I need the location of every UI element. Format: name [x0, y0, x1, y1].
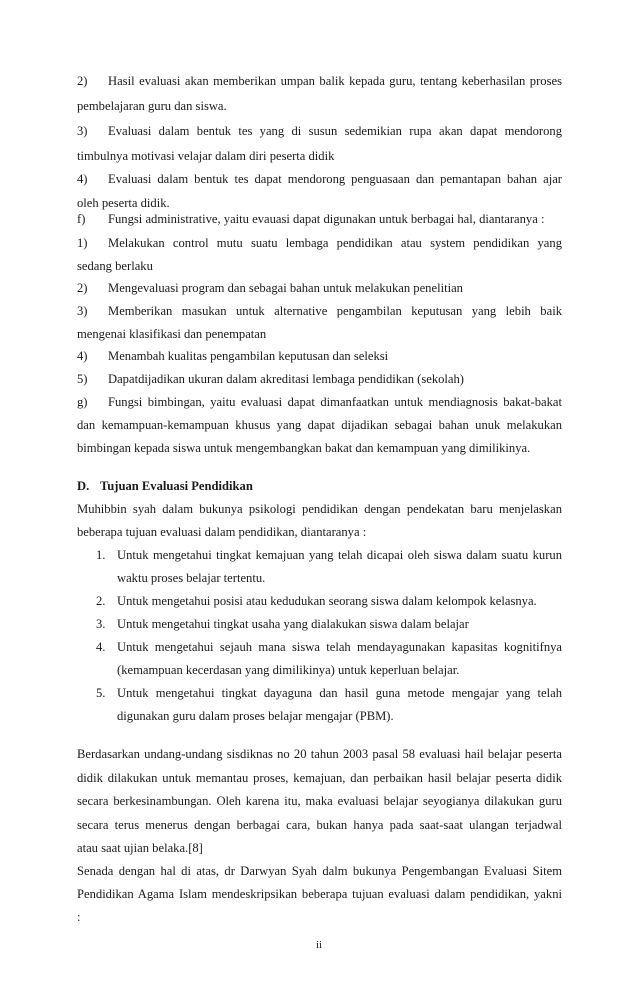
- list-number: 1): [77, 236, 88, 250]
- paragraph-line: beberapa tujuan evaluasi dalam pendidikan, diantaranya :: [77, 525, 367, 539]
- ordered-list-continuation: waktu proses belajar tertentu.: [117, 571, 266, 585]
- list-item-text: Memberikan masukan untuk alternative pengambilan keputusan yang lebih baik: [108, 304, 562, 318]
- ordered-list-number: 5.: [96, 686, 106, 700]
- ordered-list-number: 3.: [96, 617, 106, 631]
- paragraph-line: atau saat ujian belaka.[8]: [77, 841, 203, 855]
- list-letter: f): [77, 212, 86, 226]
- paragraph-line: secara terus menerus dengan berbagai cara, bukan hanya pada saat-saat ulangan terjadwal: [77, 818, 562, 832]
- ordered-list-text: Untuk mengetahui tingkat kemajuan yang telah dicapai oleh siswa dalam suatu kurun: [117, 548, 562, 562]
- list-item-text: Mengevaluasi program dan sebagai bahan untuk melakukan penelitian: [108, 281, 463, 295]
- ordered-list-number: 2.: [96, 594, 106, 608]
- list-item-text: Evaluasi dalam bentuk tes yang di susun sedemikian rupa akan dapat mendorong: [108, 124, 562, 138]
- ordered-list-text: Untuk mengetahui sejauh mana siswa telah mendayagunakan kapasitas kognitifnya: [117, 640, 562, 654]
- paragraph-line: Pendidikan Agama Islam mendeskripsikan beberapa tujuan evaluasi dalam pendidikan, yakni: [77, 887, 562, 901]
- ordered-list-continuation: (kemampuan kecerdasan yang dimilikinya) untuk keperluan belajar.: [117, 663, 460, 677]
- list-item-continuation: mengenai klasifikasi dan penempatan: [77, 327, 267, 341]
- ordered-list-continuation: digunakan guru dalam proses belajar mengajar (PBM).: [117, 709, 394, 723]
- list-number: 2): [77, 281, 88, 295]
- list-item-continuation: pembelajaran guru dan siswa.: [77, 99, 227, 113]
- paragraph-line: :: [77, 910, 81, 924]
- list-letter: g): [77, 395, 88, 409]
- list-number: 5): [77, 372, 88, 386]
- list-number: 4): [77, 349, 88, 363]
- list-item-text: Fungsi bimbingan, yaitu evaluasi dapat dimanfaatkan untuk mendiagnosis bakat-bakat: [108, 395, 562, 409]
- paragraph-line: secara berkesinambungan. Oleh karena itu, maka evaluasi belajar seyogianya dilakukan guru: [77, 794, 562, 808]
- list-number: 3): [77, 124, 88, 138]
- paragraph-line: Senada dengan hal di atas, dr Darwyan Syah dalm bukunya Pengembangan Evaluasi Sitem: [77, 864, 562, 878]
- list-number: 4): [77, 172, 88, 186]
- section-heading: Tujuan Evaluasi Pendidikan: [100, 479, 253, 493]
- ordered-list-number: 1.: [96, 548, 106, 562]
- list-item-text: Melakukan control mutu suatu lembaga pendidikan atau system pendidikan yang: [108, 236, 562, 250]
- list-number: 3): [77, 304, 88, 318]
- list-number: 2): [77, 74, 88, 88]
- page-number: ii: [315, 939, 323, 951]
- list-item-text: Dapatdijadikan ukuran dalam akreditasi lembaga pendidikan (sekolah): [108, 372, 464, 386]
- ordered-list-text: Untuk mengetahui posisi atau kedudukan seorang siswa dalam kelompok kelasnya.: [117, 594, 537, 608]
- list-item-continuation: timbulnya motivasi velajar dalam diri peserta didik: [77, 149, 335, 163]
- list-item-continuation: sedang berlaku: [77, 259, 153, 273]
- list-item-continuation: oleh peserta didik.: [77, 196, 170, 210]
- paragraph-line: Berdasarkan undang-undang sisdiknas no 20 tahun 2003 pasal 58 evaluasi hail belajar peserta: [77, 747, 562, 761]
- ordered-list-number: 4.: [96, 640, 106, 654]
- list-item-text: Fungsi administrative, yaitu evauasi dapat digunakan untuk berbagai hal, diantaranya :: [108, 212, 545, 226]
- paragraph-line: didik dilakukan untuk memantau proses, kemajuan, dan perbaikan hasil belajar peserta didik: [77, 771, 562, 785]
- list-item-continuation: bimbingan kepada siswa untuk mengembangkan bakat dan kemampuan yang dimilikinya.: [77, 441, 531, 455]
- list-item-text: Evaluasi dalam bentuk tes dapat mendorong penguasaan dan pemantapan bahan ajar: [108, 172, 562, 186]
- paragraph-line: Muhibbin syah dalam bukunya psikologi pendidikan dengan pendekatan baru menjelaskan: [77, 502, 562, 516]
- section-heading-letter: D.: [77, 479, 90, 493]
- list-item-continuation: dan kemampuan-kemampuan khusus yang dapat dijadikan sebagai bahan unuk melakukan: [77, 418, 562, 432]
- ordered-list-text: Untuk mengetahui tingkat dayaguna dan hasil guna metode mengajar yang telah: [117, 686, 562, 700]
- ordered-list-text: Untuk mengetahui tingkat usaha yang dialakukan siswa dalam belajar: [117, 617, 469, 631]
- list-item-text: Hasil evaluasi akan memberikan umpan balik kepada guru, tentang keberhasilan proses: [108, 74, 562, 88]
- list-item-text: Menambah kualitas pengambilan keputusan dan seleksi: [108, 349, 389, 363]
